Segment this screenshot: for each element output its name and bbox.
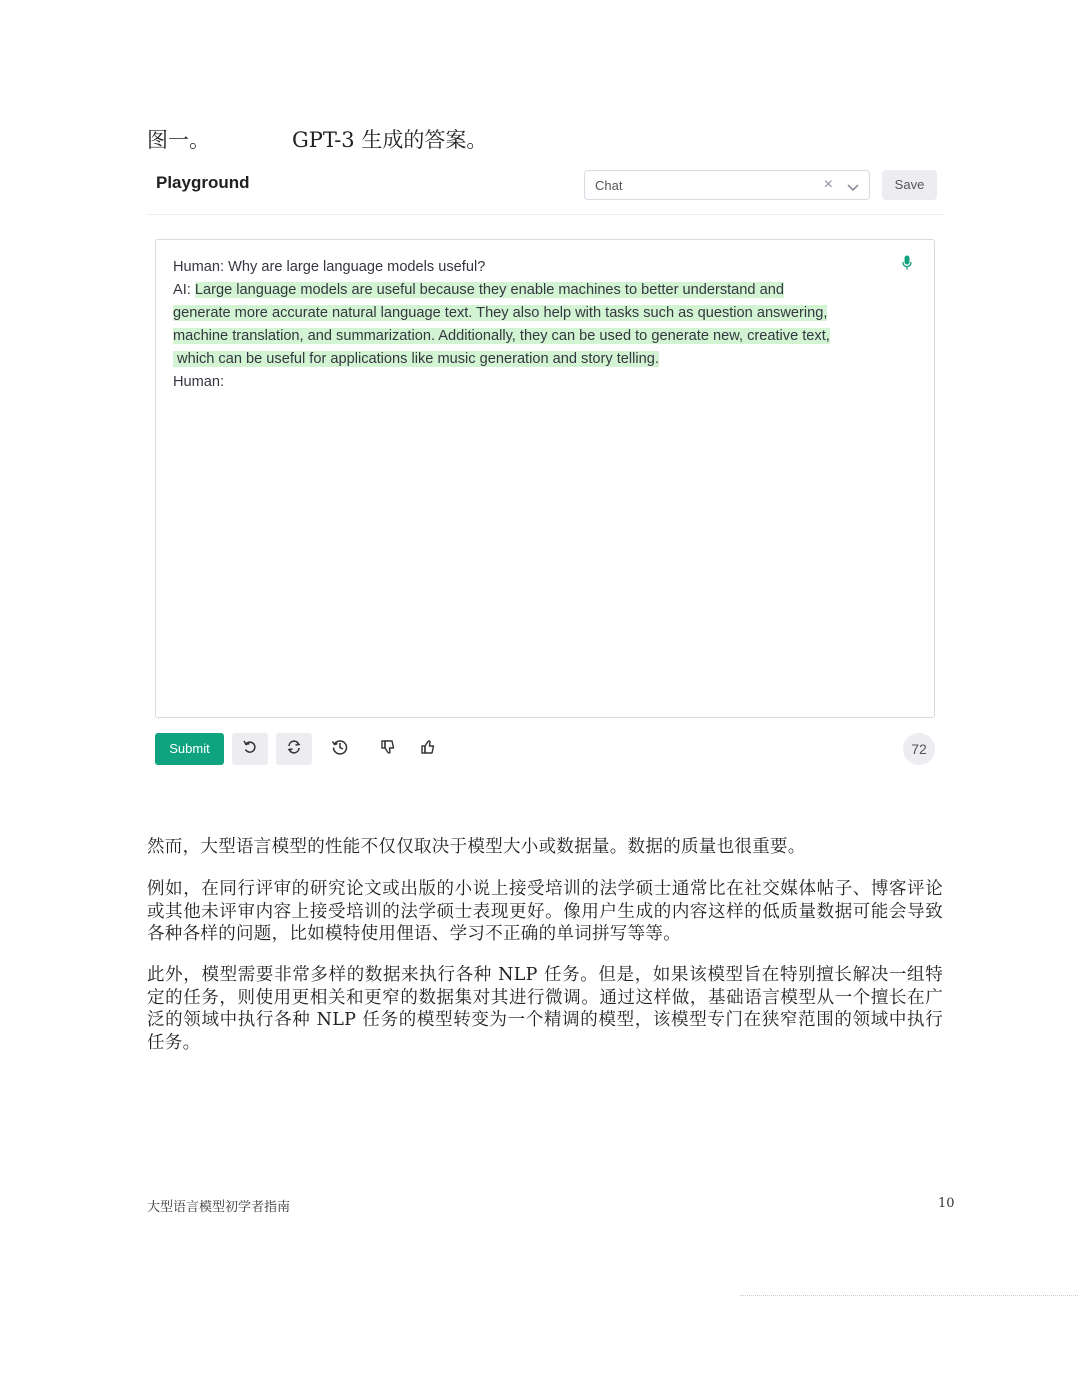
- body-paragraph: 此外，模型需要非常多样的数据来执行各种 NLP 任务。但是，如果该模型旨在特别擅长解决一组特定的任务，则使用更相关和更窄的数据集对其进行微调。通过这样做，基础语言模型从一个擅长在广泛的领域中执行各种 NLP 任务的模型转变为一个精调的模型，该模型专门在狭窄范围的领域中执行任务。: [147, 965, 943, 1053]
- regenerate-icon: [286, 739, 302, 759]
- save-button[interactable]: Save: [882, 170, 937, 200]
- playground-title: Playground: [156, 173, 250, 192]
- thumbs-up-icon: [420, 739, 436, 759]
- thumbs-down-button[interactable]: [370, 733, 406, 765]
- token-count-badge: 72: [903, 733, 935, 765]
- footer-title: 大型语言模型初学者指南: [147, 1200, 291, 1215]
- ai-answer-line-2: [173, 302, 908, 325]
- figure-caption-label: 图一。: [147, 128, 210, 152]
- prompt-editor[interactable]: [155, 239, 935, 718]
- mode-select-value: Chat: [595, 178, 623, 193]
- ai-answer-text: which can be useful for applications like music generation and story telling.: [173, 351, 659, 367]
- human-question-line: [173, 256, 908, 279]
- history-icon: [331, 738, 349, 760]
- page-number: 10: [938, 1196, 955, 1211]
- clear-icon[interactable]: ×: [823, 176, 833, 193]
- human-next-prompt: Human:: [173, 374, 225, 390]
- body-paragraph: 然而，大型语言模型的性能不仅仅取决于模型大小或数据量。数据的质量也很重要。: [147, 837, 806, 857]
- ai-answer-text: generate more accurate natural language text. They also help with tasks such as question answering,: [173, 305, 828, 321]
- history-button[interactable]: [322, 733, 358, 765]
- undo-icon: [242, 739, 258, 759]
- thumbs-down-icon: [380, 739, 396, 759]
- ai-answer-line-4: [173, 348, 908, 371]
- microphone-icon[interactable]: [902, 255, 912, 275]
- ai-answer-line-3: [173, 325, 908, 348]
- ai-answer-text: Large language models are useful because they enable machines to better understand and: [194, 282, 784, 298]
- human-prefix: Human:: [173, 259, 229, 275]
- thumbs-up-button[interactable]: [410, 733, 446, 765]
- figure-caption-text: GPT-3 生成的答案。: [292, 128, 488, 152]
- undo-button[interactable]: [232, 733, 268, 765]
- regenerate-button[interactable]: [276, 733, 312, 765]
- mode-select[interactable]: [584, 170, 870, 200]
- conversation-text[interactable]: [173, 256, 908, 394]
- submit-button[interactable]: Submit: [155, 733, 224, 765]
- chevron-down-icon[interactable]: [847, 180, 859, 195]
- body-paragraph: 例如，在同行评审的研究论文或出版的小说上接受培训的法学硕士通常比在社交媒体帖子、博客评论或其他未评审内容上接受培训的法学硕士表现更好。像用户生成的内容这样的低质量数据可能会导致各种各样的问题，比如模特使用俚语、学习不正确的单词拼写等等。: [147, 879, 943, 944]
- ai-answer-line-1: [173, 279, 908, 302]
- ai-answer-text: machine translation, and summarization. Additionally, they can be used to generate new, creative text,: [173, 328, 830, 344]
- header-divider: [147, 214, 943, 215]
- watermark-line: [740, 1295, 1078, 1296]
- ai-prefix: AI:: [173, 282, 195, 298]
- human-question: Why are large language models useful?: [228, 259, 486, 275]
